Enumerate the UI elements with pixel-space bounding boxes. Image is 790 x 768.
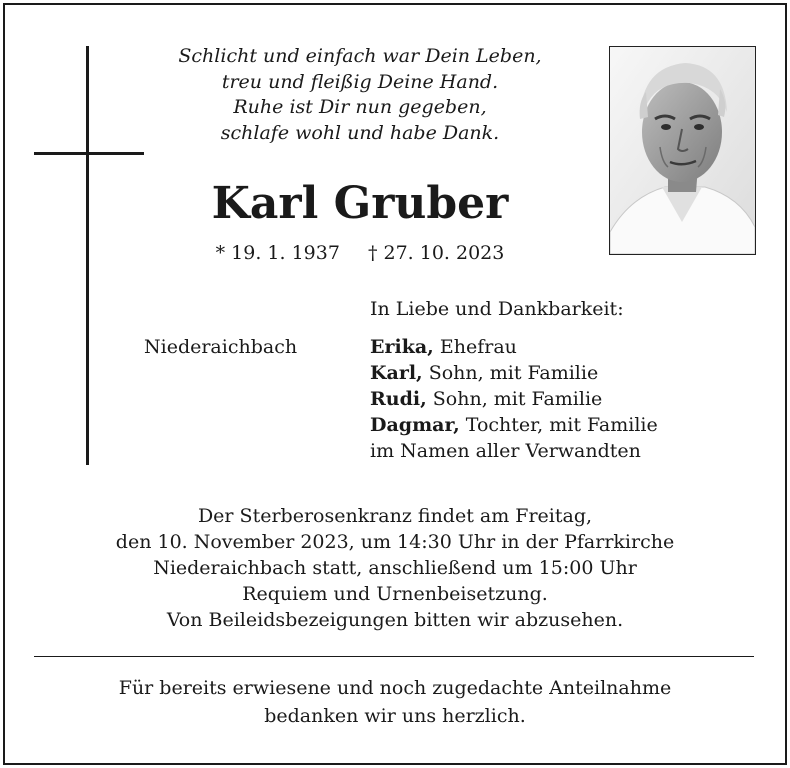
mourner-entry xyxy=(370,360,658,386)
thanks-note xyxy=(40,674,750,730)
life-dates xyxy=(120,240,600,266)
poem xyxy=(120,44,600,146)
deceased-name: Karl Gruber xyxy=(211,178,509,229)
cross-icon-bar xyxy=(34,152,144,155)
notice-line: Der Sterberosenkranz findet am Freitag, xyxy=(197,505,593,527)
mourners-list xyxy=(370,296,658,464)
place-name: Niederaichbach xyxy=(144,336,298,358)
mourner-relation: Ehefrau xyxy=(439,336,517,358)
mourner-relation: Sohn, mit Familie xyxy=(432,388,603,410)
mourner-name: Erika, xyxy=(370,336,434,358)
mourner-name: Karl, xyxy=(370,362,423,384)
mourner-entry xyxy=(370,412,658,438)
divider xyxy=(34,656,754,657)
poem-line: schlafe wohl und habe Dank. xyxy=(220,121,500,144)
poem-line: treu und fleißig Deine Hand. xyxy=(221,70,499,93)
mourner-relation: Sohn, mit Familie xyxy=(428,362,599,384)
thanks-line: Für bereits erwiesene und noch zugedachte Anteilnahme xyxy=(118,677,672,699)
mourners-closing: im Namen aller Verwandten xyxy=(370,440,641,462)
mourner-entry xyxy=(370,386,658,412)
notice-line: Niederaichbach statt, anschließend um 15:00 Uhr xyxy=(153,557,637,579)
poem-line: Ruhe ist Dir nun gegeben, xyxy=(233,96,487,118)
thanks-line: bedanken wir uns herzlich. xyxy=(264,705,526,727)
notice-line: Von Beileidsbezeigungen bitten wir abzusehen. xyxy=(166,609,624,631)
notice-line: den 10. November 2023, um 14:30 Uhr in der Pfarrkirche xyxy=(115,531,675,553)
notice-line: Requiem und Urnenbeisetzung. xyxy=(242,583,548,605)
service-notice xyxy=(40,503,750,633)
mourner-entry xyxy=(370,334,658,360)
mourners-intro: In Liebe und Dankbarkeit: xyxy=(370,298,624,320)
poem-line: Schlicht und einfach war Dein Leben, xyxy=(178,45,542,67)
mourner-name: Dagmar, xyxy=(370,414,460,436)
portrait-photo xyxy=(609,46,756,255)
birth-date: * 19. 1. 1937 xyxy=(215,242,340,264)
cross-icon xyxy=(86,46,89,465)
mourner-name: Rudi, xyxy=(370,388,427,410)
mourner-relation: Tochter, mit Familie xyxy=(465,414,658,436)
death-date: † 27. 10. 2023 xyxy=(367,242,505,264)
